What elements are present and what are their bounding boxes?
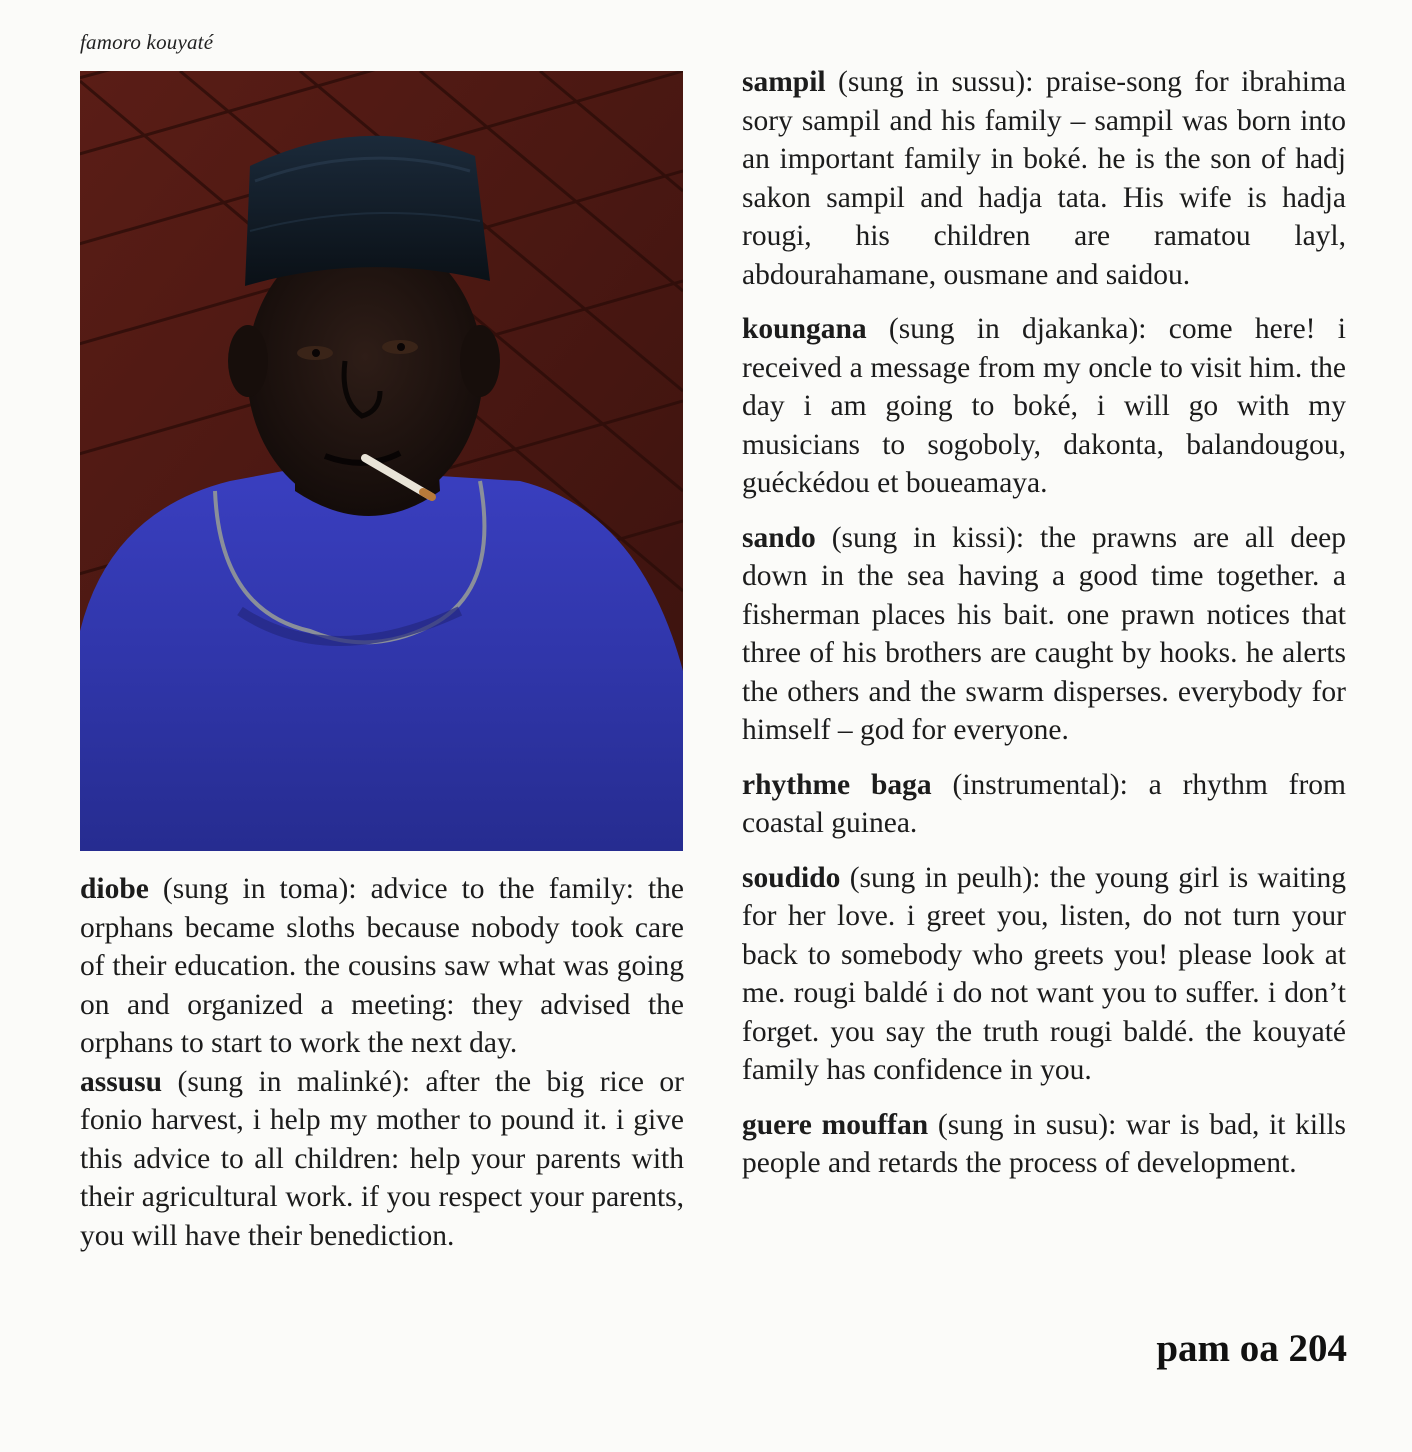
song-description: (sung in sussu): praise-song for ibrahima sory sampil and his family – sampil was born into an important family in boké. he is the son of hadj sakon sampil and hadja tata. His wife is hadja rougi, his children are ramatou layl, abdourahamane, ousmane and saidou. — [742, 66, 1346, 291]
right-column — [742, 63, 1346, 1199]
song-entry-koungana — [742, 310, 1346, 503]
song-description: (sung in peulh): the young girl is waiting for her love. i greet you, listen, do not turn your back to somebody who greets you! please look at me. rougi baldé i do not want you to suffer. i don’t forget. you say the truth rougi baldé. the kouyaté family has confidence in you. — [742, 861, 1346, 1086]
song-title: assusu — [80, 1065, 163, 1098]
song-entry-rhythme-baga — [742, 766, 1346, 843]
song-description: (instrumental): a rhythm from coastal guinea. — [742, 768, 1346, 839]
song-description: (sung in susu): war is bad, it kills people and retards the process of development. — [742, 1108, 1346, 1179]
song-title: soudido — [742, 861, 841, 894]
song-title: guere mouffan — [742, 1108, 929, 1141]
song-title: diobe — [80, 873, 149, 905]
song-description: (sung in kissi): the prawns are all deep down in the sea having a good time together. a fisherman places his bait. one prawn notices that three of his brothers are caught by hooks. he alerts the others and the swarm disperses. everybody for himself – god for everyone. — [742, 521, 1346, 746]
song-entry-soudido — [742, 859, 1346, 1090]
song-title: sampil — [742, 66, 826, 98]
catalog-number: pam oa 204 — [1156, 1327, 1347, 1370]
song-description: (sung in djakanka): come here! i received a message from my oncle to visit him. the day i am going to boké, i will go with my musicians to sogoboly, dakonta, balandougou, guéckédou et boueamaya. — [742, 313, 1346, 499]
song-description: (sung in malinké): after the big rice or fonio harvest, i help my mother to pound it. i give this advice to all children: help your parents with their agricultural work. if you respect your parents, you will have their benediction. — [80, 1065, 684, 1252]
left-column — [80, 870, 684, 1255]
portrait-photo — [80, 71, 683, 851]
song-entry-diobe — [80, 870, 684, 1063]
song-description: (sung in toma): advice to the family: the orphans became sloths because nobody took care of their education. the cousins saw what was going on and organized a meeting: they advised the orphans to start to work the next day. — [80, 873, 684, 1059]
song-title: sando — [742, 521, 816, 554]
song-entry-guere-mouffan — [742, 1106, 1346, 1183]
song-title: rhythme baga — [742, 768, 932, 801]
photo-caption: famoro kouyaté — [80, 30, 214, 54]
song-title: koungana — [742, 313, 867, 345]
song-entry-sampil — [742, 63, 1346, 294]
song-entry-assusu — [80, 1063, 684, 1256]
song-entry-sando — [742, 519, 1346, 750]
